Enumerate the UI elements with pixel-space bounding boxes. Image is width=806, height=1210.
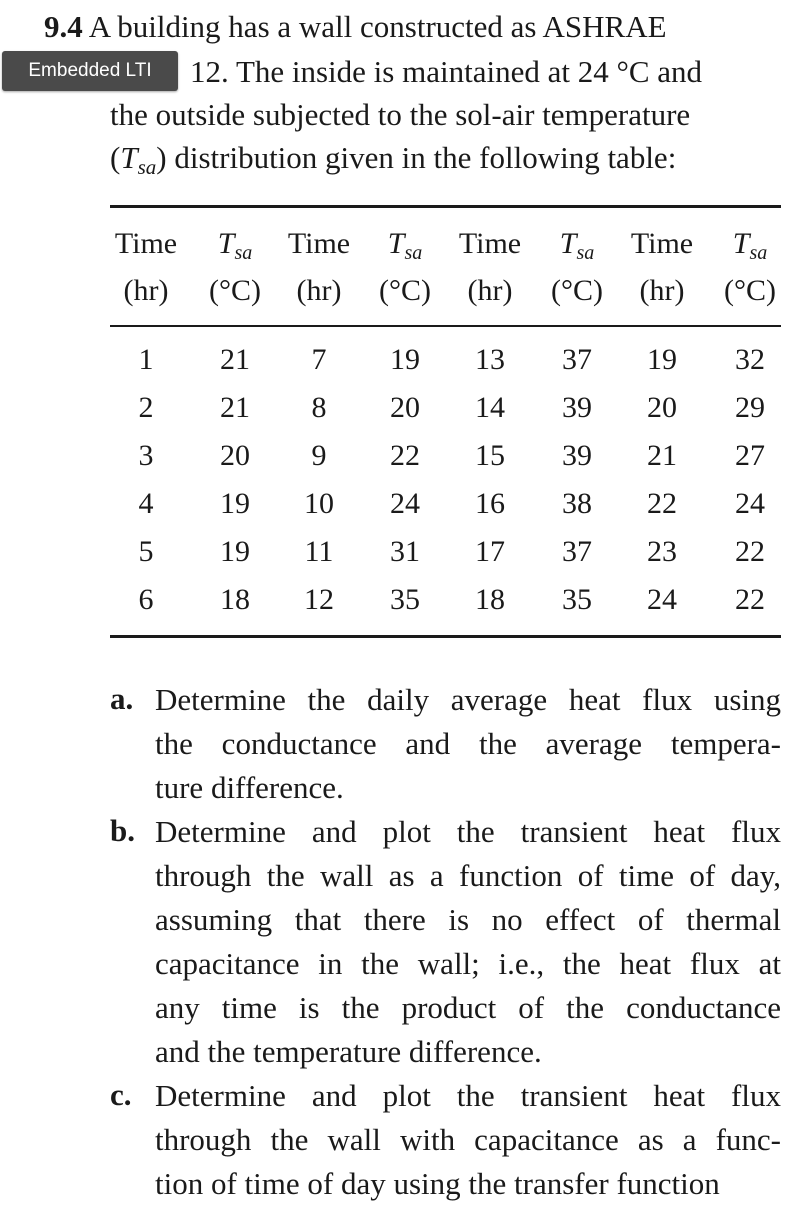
table-cell: 11 — [304, 535, 334, 568]
col-unit-hr: (hr) — [639, 274, 685, 307]
table-cell: 18 — [475, 583, 505, 616]
table-cell: 2 — [138, 391, 154, 424]
col-unit-celsius: (°C) — [379, 274, 431, 307]
table-cell: 39 — [562, 439, 592, 472]
paren-open: ( — [110, 140, 121, 175]
part-b-text — [155, 810, 781, 1074]
table-cell: 5 — [138, 535, 154, 568]
col-unit-hr: (hr) — [467, 274, 513, 307]
table-cell: 38 — [562, 487, 592, 520]
part-a-line: Determine the daily average heat flux using — [155, 682, 781, 717]
table-cell: 24 — [390, 487, 420, 520]
tsa-symbol: $T_{sa}$ — [120, 140, 157, 179]
table-cell: 19 — [390, 343, 420, 376]
table-cell: 8 — [311, 391, 327, 424]
part-b-line: and the temperature difference. — [155, 1034, 542, 1069]
part-b-line: Determine and plot the transient heat flux — [155, 814, 781, 849]
part-b-line: assuming that there is no effect of thermal — [155, 902, 781, 937]
problem-line-4 — [110, 142, 676, 178]
table-cell: 10 — [304, 487, 334, 520]
problem-number: 9.4 — [44, 9, 83, 44]
table-cell: 29 — [735, 391, 765, 424]
col-unit-celsius: (°C) — [724, 274, 776, 307]
table-cell: 23 — [647, 535, 677, 568]
table-cell: 20 — [220, 439, 250, 472]
table-cell: 3 — [138, 439, 154, 472]
table-bottom-rule — [110, 635, 781, 638]
part-b-line: any time is the product of the conductance — [155, 990, 781, 1025]
col-header-tsa: $T_{sa}$ — [559, 227, 595, 264]
part-c-line: Determine and plot the transient heat flux — [155, 1078, 781, 1113]
table-header-rule — [110, 325, 781, 327]
table-cell: 35 — [390, 583, 420, 616]
col-header-time: Time — [114, 227, 178, 260]
table-cell: 19 — [220, 487, 250, 520]
problem-text-4: ) distribution given in the following table: — [156, 140, 677, 175]
part-c-label: c. — [110, 1077, 132, 1112]
table-cell: 9 — [311, 439, 327, 472]
col-header-time: Time — [287, 227, 351, 260]
table-cell: 13 — [475, 343, 505, 376]
table-cell: 19 — [220, 535, 250, 568]
table-cell: 37 — [562, 535, 592, 568]
table-cell: 24 — [735, 487, 765, 520]
part-c-line: through the wall with capacitance as a func- — [155, 1122, 781, 1157]
table-cell: 21 — [220, 343, 250, 376]
part-b-label: b. — [110, 813, 135, 848]
col-header-tsa: $T_{sa}$ — [387, 227, 423, 264]
table-cell: 19 — [647, 343, 677, 376]
table-cell: 16 — [475, 487, 505, 520]
col-unit-celsius: (°C) — [209, 274, 261, 307]
table-cell: 31 — [390, 535, 420, 568]
table-cell: 32 — [735, 343, 765, 376]
table-cell: 27 — [735, 439, 765, 472]
col-header-time: Time — [458, 227, 522, 260]
part-a-line: the conductance and the average tempera- — [155, 726, 781, 761]
table-cell: 18 — [220, 583, 250, 616]
col-header-tsa: $T_{sa}$ — [217, 227, 253, 264]
part-b-line: through the wall as a function of time of day, — [155, 858, 781, 893]
table-cell: 20 — [390, 391, 420, 424]
table-cell: 15 — [475, 439, 505, 472]
table-cell: 6 — [138, 583, 154, 616]
table-cell: 22 — [735, 583, 765, 616]
embedded-lti-badge[interactable]: Embedded LTI — [2, 51, 178, 91]
table-cell: 20 — [647, 391, 677, 424]
table-cell: 12 — [304, 583, 334, 616]
col-header-time: Time — [630, 227, 694, 260]
part-a-line: ture difference. — [155, 770, 344, 805]
table-cell: 24 — [647, 583, 677, 616]
col-unit-hr: (hr) — [296, 274, 342, 307]
table-top-rule — [110, 205, 781, 208]
table-cell: 22 — [390, 439, 420, 472]
problem-line-3: the outside subjected to the sol-air temperature — [110, 97, 691, 132]
part-b-line: capacitance in the wall; i.e., the heat flux at — [155, 946, 781, 981]
table-cell: 21 — [220, 391, 250, 424]
part-c-line: tion of time of day using the transfer function — [155, 1166, 720, 1201]
table-cell: 39 — [562, 391, 592, 424]
table-cell: 4 — [138, 487, 154, 520]
problem-text-1: A building has a wall constructed as ASHRAE — [88, 9, 667, 44]
col-unit-hr: (hr) — [123, 274, 169, 307]
problem-line-1 — [44, 11, 667, 42]
part-a-text — [155, 678, 781, 810]
col-unit-celsius: (°C) — [551, 274, 603, 307]
table-cell: 1 — [138, 343, 154, 376]
part-a-label: a. — [110, 681, 134, 716]
table-cell: 17 — [475, 535, 505, 568]
table-cell: 21 — [647, 439, 677, 472]
col-header-tsa: $T_{sa}$ — [732, 227, 768, 264]
table-cell: 22 — [647, 487, 677, 520]
problem-line-2: 12. The inside is maintained at 24 °C and — [190, 54, 703, 89]
table-cell: 14 — [475, 391, 505, 424]
table-cell: 7 — [311, 343, 327, 376]
table-cell: 35 — [562, 583, 592, 616]
part-c-text — [155, 1074, 781, 1206]
table-cell: 22 — [735, 535, 765, 568]
table-cell: 37 — [562, 343, 592, 376]
